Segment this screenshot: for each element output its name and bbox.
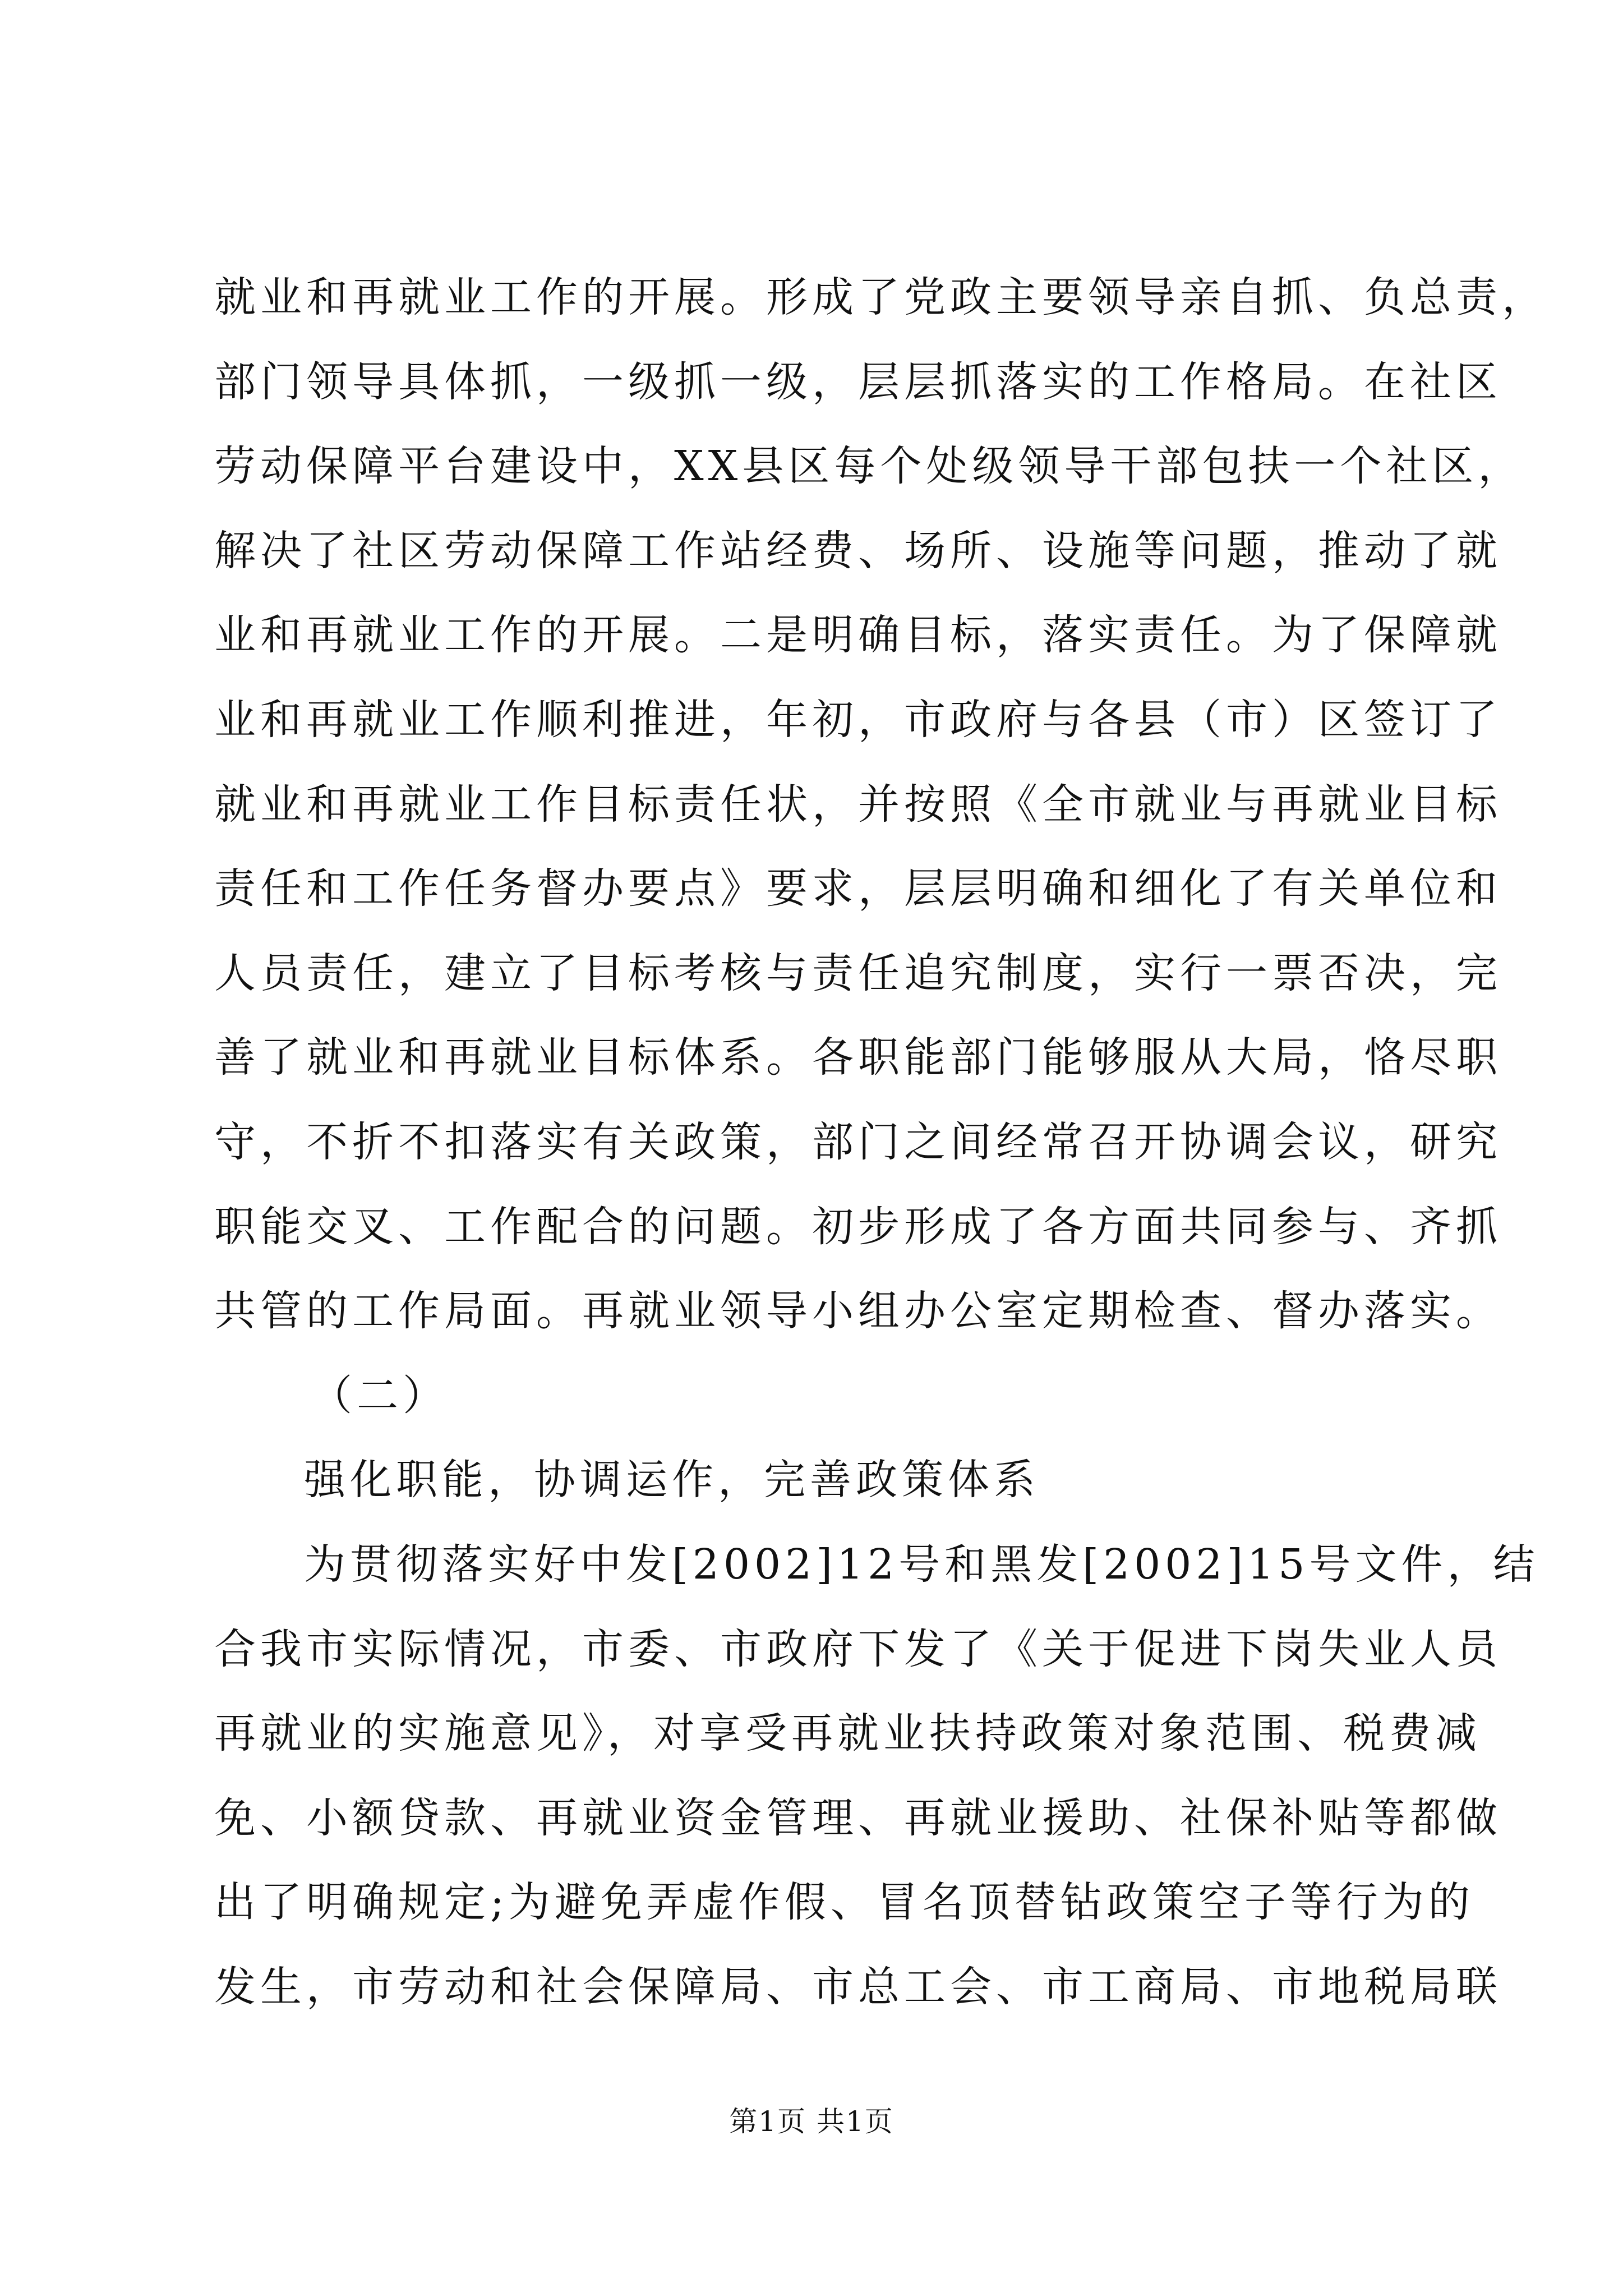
paragraph-line: 出了明确规定;为避免弄虚作假、冒名顶替钻政策空子等行为的 — [214, 1878, 1474, 1927]
paragraph-line: 责任和工作任务督办要点》要求，层层明确和细化了有关单位和 — [214, 864, 1502, 913]
paragraph-line: 发生，市劳动和社会保障局、市总工会、市工商局、市地税局联 — [214, 1962, 1502, 2011]
paragraph-line: 职能交叉、工作配合的问题。初步形成了各方面共同参与、齐抓 — [214, 1202, 1502, 1251]
paragraph-line: 解决了社区劳动保障工作站经费、场所、设施等问题，推动了就 — [214, 526, 1502, 575]
paragraph-line: 就业和再就业工作目标责任状，并按照《全市就业与再就业目标 — [214, 780, 1502, 829]
section-title: 强化职能，协调运作，完善政策体系 — [304, 1456, 1040, 1504]
paragraph-line: 免、小额贷款、再就业资金管理、再就业援助、社保补贴等都做 — [214, 1793, 1502, 1842]
paragraph-line: 业和再就业工作的开展。二是明确目标，落实责任。为了保障就 — [214, 611, 1502, 660]
paragraph-line: 善了就业和再就业目标体系。各职能部门能够服从大局，恪尽职 — [214, 1033, 1502, 1082]
paragraph-line: 业和再就业工作顺利推进，年初，市政府与各县（市）区签订了 — [214, 695, 1502, 744]
document-body — [214, 255, 1548, 2029]
paragraph-line: 合我市实际情况，市委、市政府下发了《关于促进下岗失业人员 — [214, 1625, 1502, 1673]
paragraph-line: 就业和再就业工作的开展。形成了党政主要领导亲自抓、负总责， — [214, 273, 1548, 321]
section-number: （二） — [311, 1371, 449, 1420]
paragraph-line: 守，不折不扣落实有关政策，部门之间经常召开协调会议，研究 — [214, 1117, 1502, 1166]
paragraph-line: 再就业的实施意见》，对享受再就业扶持政策对象范围、税费减 — [214, 1709, 1481, 1758]
paragraph-line: 为贯彻落实好中发[2002]12号和黑发[2002]15号文件，结 — [304, 1540, 1539, 1589]
paragraph-line: 人员责任，建立了目标考核与责任追究制度，实行一票否决，完 — [214, 949, 1502, 997]
paragraph-line: 劳动保障平台建设中，XX县区每个处级领导干部包扶一个社区， — [214, 442, 1524, 491]
page-footer — [0, 2102, 1623, 2141]
page-indicator: 第1页 共1页 — [729, 2105, 894, 2138]
paragraph-line: 部门领导具体抓，一级抓一级，层层抓落实的工作格局。在社区 — [214, 357, 1502, 406]
paragraph-line: 共管的工作局面。再就业领导小组办公室定期检查、督办落实。 — [214, 1287, 1502, 1336]
